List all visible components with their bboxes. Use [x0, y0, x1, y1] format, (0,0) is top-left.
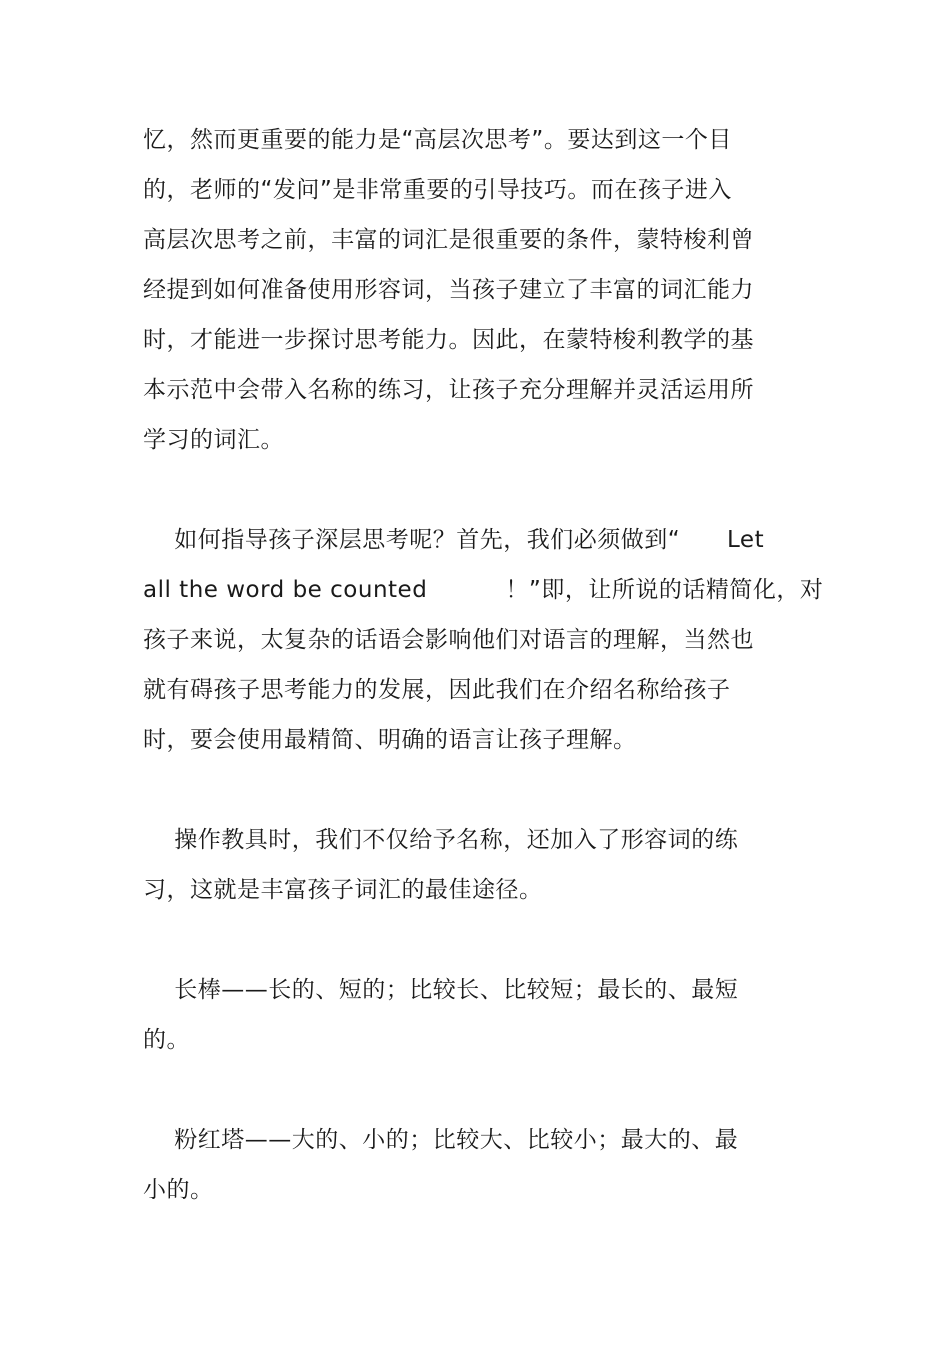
text-line: 操作教具时，我们不仅给予名称，还加入了形容词的练 [143, 827, 739, 853]
text-line: 的，老师的“发问”是非常重要的引导技巧。而在孩子进入 [143, 177, 732, 203]
text-line: 的。 [143, 1027, 190, 1053]
text-line: 粉红塔——大的、小的；比较大、比较小；最大的、最 [143, 1127, 739, 1153]
text-line: 小的。 [143, 1177, 214, 1203]
text-line: 如何指导孩子深层思考呢？首先，我们必须做到“ Let [143, 527, 765, 553]
text-line: all the word be counted ！”即，让所说的话精简化，对 [143, 577, 824, 603]
text-line: 习，这就是丰富孩子词汇的最佳途径。 [143, 877, 543, 903]
text-line: 时，要会使用最精简、明确的语言让孩子理解。 [143, 727, 637, 753]
text-line: 学习的词汇。 [143, 427, 284, 453]
text-line: 孩子来说，太复杂的话语会影响他们对语言的理解，当然也 [143, 627, 754, 653]
text-line: 经提到如何准备使用形容词，当孩子建立了丰富的词汇能力 [143, 277, 754, 303]
text-line: 高层次思考之前，丰富的词汇是很重要的条件，蒙特梭利曾 [143, 227, 754, 253]
text-line: 时，才能进一步探讨思考能力。因此，在蒙特梭利教学的基 [143, 327, 754, 353]
text-line: 就有碍孩子思考能力的发展，因此我们在介绍名称给孩子 [143, 677, 731, 703]
text-line: 本示范中会带入名称的练习，让孩子充分理解并灵活运用所 [143, 377, 754, 403]
text-line: 长棒——长的、短的；比较长、比较短；最长的、最短 [143, 977, 739, 1003]
text-line: 忆，然而更重要的能力是“高层次思考”。要达到这一个目 [143, 127, 732, 153]
